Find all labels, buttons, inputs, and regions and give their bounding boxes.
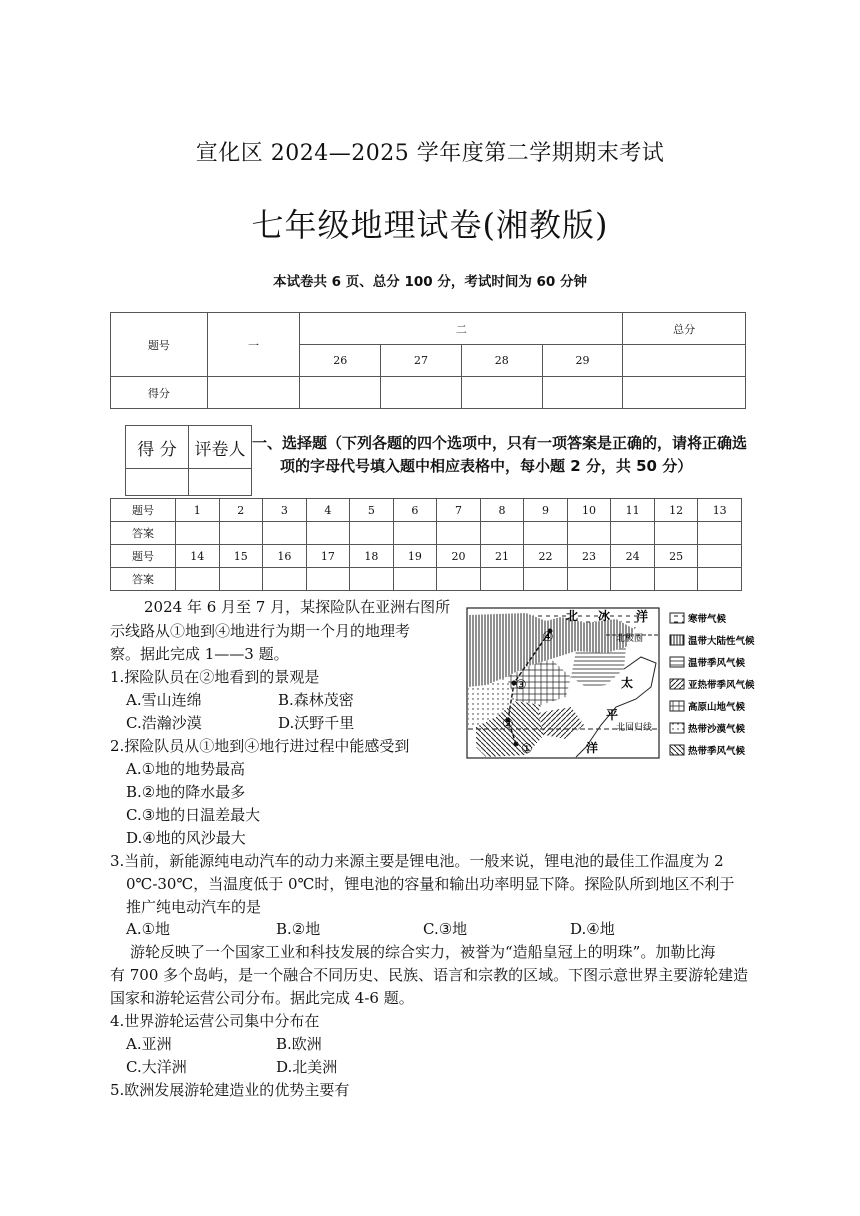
q3-option-c: C.③地 xyxy=(423,920,468,938)
answer-table-question-number: 19 xyxy=(393,545,437,568)
section1-instructions xyxy=(252,432,792,478)
answer-table-question-number: 17 xyxy=(306,545,350,568)
q1-option-b: B.森林茂密 xyxy=(278,691,354,709)
q4-stem: 4.世界游轮运营公司集中分布在 xyxy=(110,1012,320,1030)
score-table-score-cell[interactable] xyxy=(300,377,381,409)
exam-title-line1: 宣化区 2024—2025 学年度第二学期期末考试 xyxy=(195,141,665,166)
answer-table-question-number: 1 xyxy=(176,499,220,522)
section1-line1: 一、选择题（下列各题的四个选项中，只有一项答案是正确的，请将正确选 xyxy=(252,434,748,452)
answer-table-answer-cell[interactable] xyxy=(611,568,655,591)
answer-table-answer-cell[interactable] xyxy=(567,522,611,545)
legend-item: 热带季风气候 xyxy=(688,746,746,757)
answer-table-question-number: 15 xyxy=(219,545,263,568)
map-label-ping: 平 xyxy=(606,708,619,722)
exam-info: 本试卷共 6 页、总分 100 分，考试时间为 60 分钟 xyxy=(272,274,588,290)
answer-table-question-number: 13 xyxy=(698,499,742,522)
q3-line3: 推广纯电动汽车的是 xyxy=(126,898,262,916)
score-table-total-cell[interactable] xyxy=(623,345,746,377)
grader-box xyxy=(125,425,252,496)
score-table xyxy=(110,312,746,409)
map-label-tropic: 北回归线 xyxy=(616,723,653,733)
answer-table-question-number: 3 xyxy=(263,499,307,522)
answer-table-answer-label: 答案 xyxy=(111,522,176,545)
q3-option-b: B.②地 xyxy=(276,920,321,938)
answer-table-question-number: 11 xyxy=(611,499,655,522)
score-table-sub-26: 26 xyxy=(300,345,381,377)
legend-item: 高原山地气候 xyxy=(688,702,746,713)
q4-option-a: A.亚洲 xyxy=(126,1035,172,1053)
q4-option-c: C.大洋洲 xyxy=(126,1058,187,1076)
answer-table-answer-cell[interactable] xyxy=(176,568,220,591)
answer-table-answer-cell[interactable] xyxy=(437,568,481,591)
answer-table-question-number: 2 xyxy=(219,499,263,522)
map-label-bei: 北 xyxy=(566,609,579,623)
score-table-score-cell[interactable] xyxy=(542,377,623,409)
passage1-line2: 示线路从①地到④地进行为期一个月的地理考 xyxy=(110,622,411,640)
answer-table-answer-cell[interactable] xyxy=(654,568,698,591)
q3-line2: 0℃-30℃，当温度低于 0℃时，锂电池的容量和输出功率明显下降。探险队所到地区不利于 xyxy=(126,875,735,893)
answer-table-answer-cell[interactable] xyxy=(393,522,437,545)
answer-table-question-number: 16 xyxy=(263,545,307,568)
q2-stem: 2.探险队员从①地到④地行进过程中能感受到 xyxy=(110,737,410,755)
asia-climate-map xyxy=(466,607,764,765)
answer-table-answer-cell[interactable] xyxy=(350,522,394,545)
answer-table-question-number: 6 xyxy=(393,499,437,522)
answer-table-answer-cell[interactable] xyxy=(524,568,568,591)
score-table-score-cell[interactable] xyxy=(207,377,300,409)
map-label-arctic-circle: 北极圈 xyxy=(616,634,644,644)
passage2-line2: 有 700 多个岛屿，是一个融合不同历史、民族、语言和宗教的区域。下图示意世界主要游轮建造 xyxy=(110,966,749,984)
answer-table-answer-cell[interactable] xyxy=(524,522,568,545)
answer-table-answer-cell[interactable] xyxy=(263,522,307,545)
grader-score-cell[interactable] xyxy=(126,469,189,496)
score-table-sub-28: 28 xyxy=(461,345,542,377)
map-point-3: ③ xyxy=(515,678,527,693)
q2-option-c: C.③地的日温差最大 xyxy=(126,806,261,824)
answer-table-question-number: 4 xyxy=(306,499,350,522)
answer-table-answer-cell[interactable] xyxy=(219,568,263,591)
score-table-question-label: 题号 xyxy=(111,313,208,377)
map-label-yang-bottom: 洋 xyxy=(586,741,599,755)
score-table-part1: 一 xyxy=(207,313,300,377)
answer-table-question-number: 10 xyxy=(567,499,611,522)
grader-name-label: 评卷人 xyxy=(189,426,252,469)
answer-table-answer-cell[interactable] xyxy=(306,522,350,545)
q5-stem: 5.欧洲发展游轮建造业的优势主要有 xyxy=(110,1081,350,1099)
q4-option-d: D.北美洲 xyxy=(276,1058,338,1076)
q1-option-d: D.沃野千里 xyxy=(278,714,355,732)
answer-table-question-number: 5 xyxy=(350,499,394,522)
answer-table-question-number: 12 xyxy=(654,499,698,522)
legend-item: 亚热带季风气候 xyxy=(688,680,755,691)
q3-option-d: D.④地 xyxy=(570,920,615,938)
grader-score-label: 得 分 xyxy=(126,426,189,469)
q1-stem: 1.探险队员在②地看到的景观是 xyxy=(110,668,320,686)
passage1-line1: 2024 年 6 月至 7 月，某探险队在亚洲右图所 xyxy=(144,598,451,616)
map-point-4: ④ xyxy=(542,630,554,645)
q2-option-b: B.②地的降水最多 xyxy=(126,783,246,801)
answer-table-question-number: 14 xyxy=(176,545,220,568)
answer-table-question-number: 18 xyxy=(350,545,394,568)
answer-table-question-number: 24 xyxy=(611,545,655,568)
score-table-sub-27: 27 xyxy=(381,345,462,377)
answer-table-answer-cell[interactable] xyxy=(611,522,655,545)
answer-table-number-label: 题号 xyxy=(111,545,176,568)
answer-table xyxy=(110,498,742,591)
exam-title-line2: 七年级地理试卷(湘教版) xyxy=(251,206,609,244)
answer-table-answer-cell[interactable] xyxy=(698,522,742,545)
answer-table-question-number xyxy=(698,545,742,568)
legend-item: 寒带气候 xyxy=(688,614,727,625)
answer-table-answer-cell[interactable] xyxy=(219,522,263,545)
map-label-yang-top: 洋 xyxy=(636,609,649,623)
score-table-part2: 二 xyxy=(300,313,623,345)
q1-option-c: C.浩瀚沙漠 xyxy=(126,714,202,732)
q4-option-b: B.欧洲 xyxy=(276,1035,322,1053)
answer-table-answer-cell[interactable] xyxy=(654,522,698,545)
answer-table-answer-cell[interactable] xyxy=(176,522,220,545)
answer-table-answer-cell[interactable] xyxy=(263,568,307,591)
map-label-tai: 太 xyxy=(621,676,634,690)
answer-table-question-number: 8 xyxy=(480,499,524,522)
map-label-bing: 冰 xyxy=(598,609,611,623)
score-table-sub-29: 29 xyxy=(542,345,623,377)
answer-table-question-number: 23 xyxy=(567,545,611,568)
legend-item: 温带大陆性气候 xyxy=(688,636,755,647)
map-point-1: ① xyxy=(521,742,533,757)
q3-option-a: A.①地 xyxy=(126,920,171,938)
answer-table-answer-label: 答案 xyxy=(111,568,176,591)
answer-table-question-number: 7 xyxy=(437,499,481,522)
answer-table-answer-cell[interactable] xyxy=(480,522,524,545)
section1-line2: 项的字母代号填入题中相应表格中，每小题 2 分，共 50 分） xyxy=(280,457,693,475)
legend-item: 温带季风气候 xyxy=(688,658,746,669)
score-table-score-cell[interactable] xyxy=(381,377,462,409)
answer-table-answer-cell[interactable] xyxy=(350,568,394,591)
score-table-score-cell[interactable] xyxy=(623,377,746,409)
answer-table-number-label: 题号 xyxy=(111,499,176,522)
answer-table-answer-cell[interactable] xyxy=(480,568,524,591)
q2-option-a: A.①地的地势最高 xyxy=(126,760,246,778)
q1-option-a: A.雪山连绵 xyxy=(126,691,202,709)
answer-table-answer-cell[interactable] xyxy=(393,568,437,591)
score-table-score-label: 得分 xyxy=(111,377,208,409)
legend-item: 热带沙漠气候 xyxy=(688,724,746,735)
passage2-line3: 国家和游轮运营公司分布。据此完成 4-6 题。 xyxy=(110,989,414,1007)
answer-table-answer-cell[interactable] xyxy=(698,568,742,591)
answer-table-question-number: 21 xyxy=(480,545,524,568)
answer-table-answer-cell[interactable] xyxy=(567,568,611,591)
answer-table-question-number: 9 xyxy=(524,499,568,522)
answer-table-answer-cell[interactable] xyxy=(306,568,350,591)
grader-name-cell[interactable] xyxy=(189,469,252,496)
answer-table-question-number: 22 xyxy=(524,545,568,568)
q2-option-d: D.④地的风沙最大 xyxy=(126,829,246,847)
answer-table-answer-cell[interactable] xyxy=(437,522,481,545)
answer-table-question-number: 25 xyxy=(654,545,698,568)
answer-table-question-number: 20 xyxy=(437,545,481,568)
passage2-line1: 游轮反映了一个国家工业和科技发展的综合实力，被誉为“造船皇冠上的明珠”。加勒比海 xyxy=(130,943,716,961)
map-point-2: ② xyxy=(502,717,514,732)
q3-line1: 3.当前，新能源纯电动汽车的动力来源主要是锂电池。一般来说，锂电池的最佳工作温度为 2 xyxy=(110,852,724,870)
score-table-score-cell[interactable] xyxy=(461,377,542,409)
passage1-line3: 察。据此完成 1——3 题。 xyxy=(110,645,289,663)
score-table-total: 总分 xyxy=(623,313,746,345)
